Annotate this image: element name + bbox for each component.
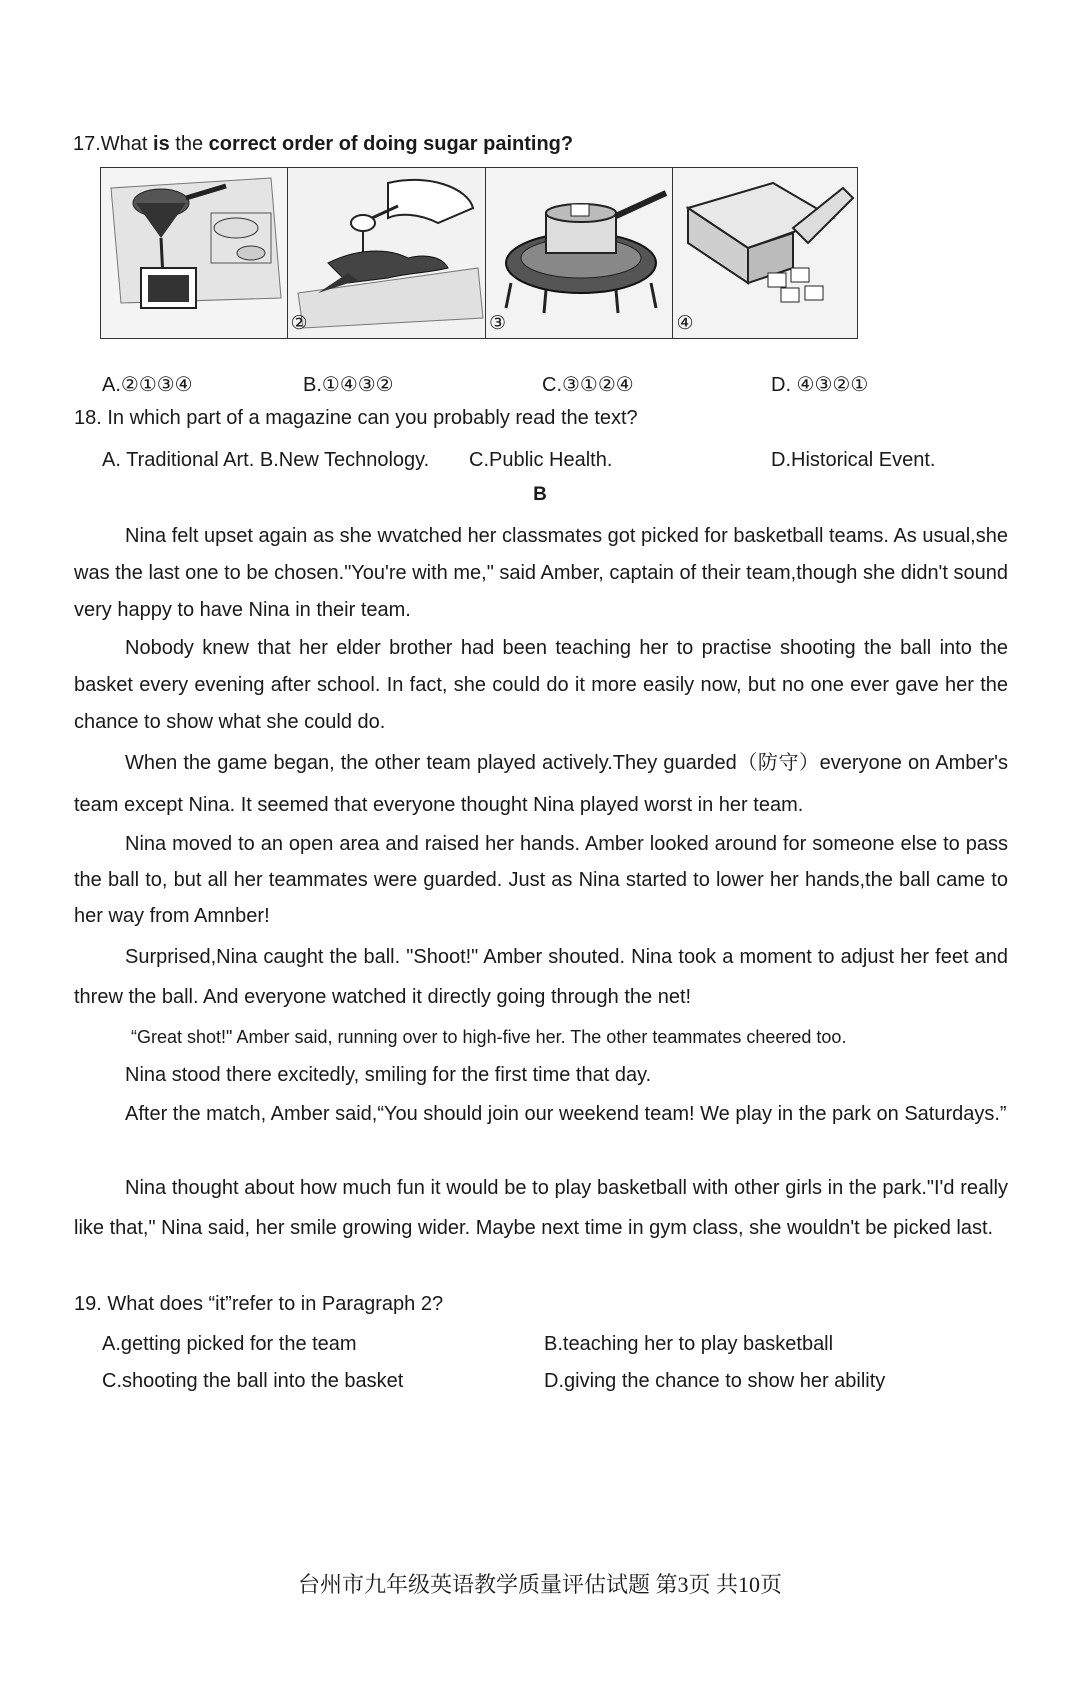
q17-number: 17.What (73, 133, 154, 155)
question-18: 18. In which part of a magazine can you probably read the text? (74, 407, 638, 429)
q18-option-c: C.Public Health. (469, 449, 613, 471)
panel-drawing-bird (288, 168, 486, 338)
passage-paragraph-6: “Great shot!" Amber said, running over to high-five her. The other teammates cheered too. (131, 1027, 847, 1047)
panel-cutting-sugar (673, 168, 857, 338)
q19-option-b: B.teaching her to play basketball (544, 1333, 834, 1355)
q17-option-b: B.①④③② (303, 374, 394, 396)
q18-option-a-b: A. Traditional Art. B.New Technology. (102, 449, 430, 471)
passage-paragraph-3: When the game began, the other team played actively.They guarded（防守）everyone on Amber's team except Nina. It seemed that everyone thought Nina played worst in her team. (74, 752, 1008, 816)
q17-option-c: C.③①②④ (542, 374, 634, 396)
q19-option-a: A.getting picked for the team (102, 1333, 357, 1355)
panel-number-4: ④ (676, 312, 694, 334)
question-19: 19. What does “it”refer to in Paragraph 2? (74, 1293, 444, 1315)
q17-is: is (153, 133, 170, 155)
passage-paragraph-9: Nina thought about how much fun it would be to play basketball with other girls in the park."I'd really like that," Nina said, her smile growing wider. Maybe next time in gym class, she wouldn't be picked last. (74, 1177, 1008, 1239)
melting-sugar-illustration (486, 168, 674, 338)
q19-option-d: D.giving the chance to show her ability (544, 1370, 886, 1392)
cutting-sugar-illustration (673, 168, 857, 338)
passage-paragraph-8: After the match, Amber said,“You should join our weekend team! We play in the park on Saturdays.” (125, 1103, 1007, 1125)
passage-paragraph-4: Nina moved to an open area and raised her hands. Amber looked around for someone else to pass the ball to, but all her teammates were guarded. Just as Nina started to lower her hands,the ball came to her way from Amnber! (74, 833, 1008, 927)
q19-option-c: C.shooting the ball into the basket (102, 1370, 404, 1392)
passage-paragraph-7: Nina stood there excitedly, smiling for the first time that day. (125, 1064, 652, 1086)
panel-number-2: ② (290, 312, 308, 334)
section-heading: B (533, 484, 547, 505)
q17-option-a: A.②①③④ (102, 374, 193, 396)
q17-text: correct order of doing sugar painting? (208, 133, 574, 155)
q17-the: the (169, 133, 209, 155)
q17-option-d: D. ④③②① (771, 374, 869, 396)
sugar-painting-illustrations (100, 167, 858, 339)
question-17 (73, 133, 573, 156)
passage-paragraph-1: Nina felt upset again as she wvatched her classmates got picked for basketball teams. As usual,she was the last one to be chosen."You're with me," said Amber, captain of their team,though she didn't sound very happy to have Nina in their team. (74, 525, 1008, 621)
pouring-syrup-illustration (101, 168, 288, 338)
passage-paragraph-5: Surprised,Nina caught the ball. "Shoot!" Amber shouted. Nina took a moment to adjust her feet and threw the ball. And everyone watched it directly going through the net! (74, 946, 1008, 1008)
q18-option-d: D.Historical Event. (771, 449, 936, 471)
panel-number-3: ③ (488, 312, 507, 334)
drawing-bird-illustration (288, 168, 486, 338)
passage-paragraph-2: Nobody knew that her elder brother had been teaching her to practise shooting the ball into the basket every evening after school. In fact, she could do it more easily now, but no one ever gave her the chance to show what she could do. (74, 637, 1008, 733)
page-footer: 台州市九年级英语教学质量评估试题 第3页 共10页 (297, 1572, 782, 1597)
panel-pouring-syrup (101, 168, 288, 338)
panel-melting-sugar (486, 168, 674, 338)
